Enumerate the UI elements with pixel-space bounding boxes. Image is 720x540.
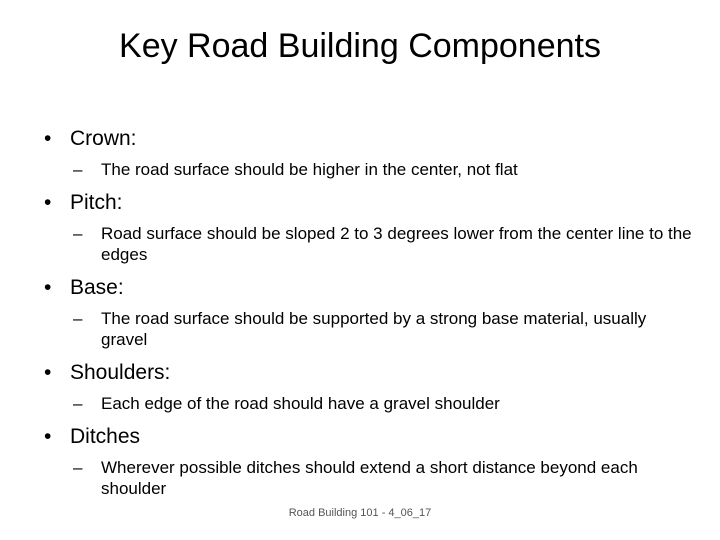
- bullet-group-shoulders: [44, 360, 694, 414]
- bullet-group-base: [44, 275, 694, 350]
- bullet-dot-icon: •: [44, 127, 52, 150]
- dash-icon: –: [73, 394, 83, 413]
- bullet-item: [44, 126, 694, 152]
- sub-bullet-item: [44, 308, 694, 350]
- bullet-dot-icon: •: [44, 425, 52, 448]
- sub-bullet-text: Wherever possible ditches should extend a short distance beyond each shoulder: [101, 458, 638, 498]
- sub-bullet-item: [44, 393, 694, 414]
- sub-bullet-text: Each edge of the road should have a gravel shoulder: [101, 394, 500, 413]
- bullet-dot-icon: •: [44, 276, 52, 299]
- bullet-item: [44, 275, 694, 301]
- bullet-item: [44, 360, 694, 386]
- dash-icon: –: [73, 224, 83, 243]
- bullet-item: [44, 190, 694, 216]
- slide-footer: Road Building 101 - 4_06_17: [288, 507, 432, 519]
- sub-bullet-item: [44, 457, 694, 499]
- bullet-dot-icon: •: [44, 361, 52, 384]
- bullet-heading: Crown:: [70, 127, 137, 150]
- dash-icon: –: [73, 458, 83, 477]
- bullet-heading: Ditches: [70, 425, 141, 448]
- bullet-group-crown: [44, 126, 694, 180]
- bullet-list: [44, 126, 694, 509]
- slide-title: Key Road Building Components: [119, 27, 601, 65]
- sub-bullet-item: [44, 159, 694, 180]
- bullet-group-ditches: [44, 424, 694, 499]
- bullet-heading: Shoulders:: [70, 361, 171, 384]
- bullet-heading: Pitch:: [70, 191, 123, 214]
- bullet-group-pitch: [44, 190, 694, 265]
- bullet-item: [44, 424, 694, 450]
- sub-bullet-text: The road surface should be higher in the center, not flat: [101, 160, 518, 179]
- dash-icon: –: [73, 309, 83, 328]
- sub-bullet-text: The road surface should be supported by a strong base material, usually gravel: [101, 309, 647, 349]
- sub-bullet-item: [44, 223, 694, 265]
- dash-icon: –: [73, 160, 83, 179]
- sub-bullet-text: Road surface should be sloped 2 to 3 degrees lower from the center line to the edges: [101, 224, 692, 264]
- bullet-dot-icon: •: [44, 191, 52, 214]
- bullet-heading: Base:: [70, 276, 124, 299]
